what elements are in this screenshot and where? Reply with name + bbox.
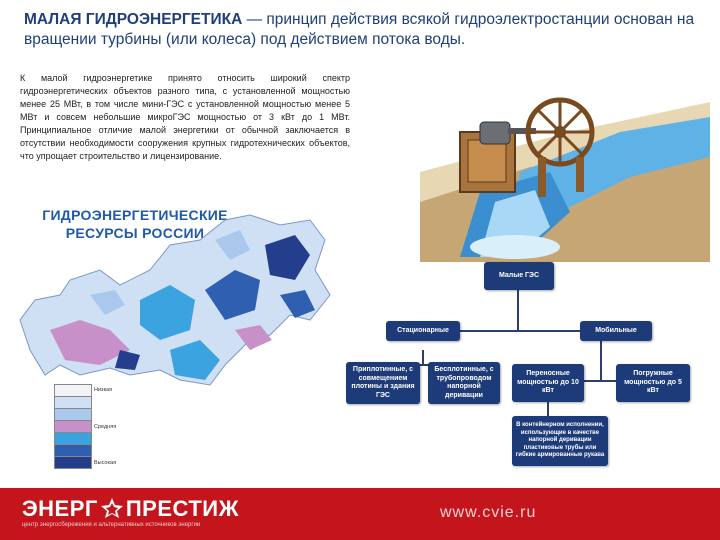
connector-stationary-to-children xyxy=(422,350,424,364)
water-wheel-illustration xyxy=(420,62,710,262)
diagram-node-container: В контейнерном исполнении, использующие в качестве напорной деривации пластиковые трубы или гибкие армированные рукава xyxy=(512,416,608,466)
diagram-node-submersible: Погружные мощностью до 5 кВт xyxy=(616,364,690,402)
legend-swatch-7 xyxy=(54,456,92,469)
diagram-node-portable: Переносные мощностью до 10 кВт xyxy=(512,364,584,402)
russia-hydro-map xyxy=(10,200,335,400)
map-title: ГИДРОЭНЕРГЕТИЧЕСКИЕ РЕСУРСЫ РОССИИ xyxy=(42,207,228,241)
connector-portable-down xyxy=(547,402,549,416)
diagram-node-mobile: Мобильные xyxy=(580,321,652,341)
diagram-root-node: Малые ГЭС xyxy=(484,262,554,290)
brand-right: ПРЕСТИЖ xyxy=(125,496,239,521)
title-head: МАЛАЯ ГИДРОЭНЕРГЕТИКА xyxy=(24,11,243,28)
footer-website-link[interactable]: www.cvie.ru xyxy=(440,504,537,521)
legend-label-high: Высокая xyxy=(94,460,117,466)
title-rest: — принцип действия всякой гидроэлектростанции основан на вращении турбины (или колеса) под действием потока воды. xyxy=(24,11,695,48)
legend-label-mid: Средняя xyxy=(94,424,117,430)
page-title xyxy=(24,10,704,50)
connector-mobile-to-portable xyxy=(600,340,602,380)
prestige-star-icon xyxy=(100,497,124,519)
brand-logo xyxy=(22,496,239,522)
diagram-node-stationary: Стационарные xyxy=(386,321,460,341)
diagram-node-damless-hpp: Бесплотинные, с трубопроводом напорной деривации xyxy=(428,362,500,404)
legend-label-low: Низкая xyxy=(94,387,113,393)
diagram-node-dam-hpp: Приплотинные, с совмещением плотины и здания ГЭС xyxy=(346,362,420,404)
footer-tagline: центр энергосбережения и альтернативных источников энергии xyxy=(22,522,201,528)
brand-left: ЭНЕРГ xyxy=(22,496,98,521)
connector-root-down xyxy=(517,290,519,330)
intro-paragraph: К малой гидроэнергетике принято относить широкий спектр гидроэнергетических объектов разного типа, с установленной мощностью менее 25 МВт, в том числе мини-ГЭС с установленной мощностью менее 5 МВт и совсем небольшие микроГЭС мощностью от 3 кВт до 1 МВт. Принципиальное отличие малой энергетики от обычной заключается в отсутствии необходимости сооружения крупных гидротехнических объектов, что упрощает строительство и лицензирование. xyxy=(20,73,350,161)
